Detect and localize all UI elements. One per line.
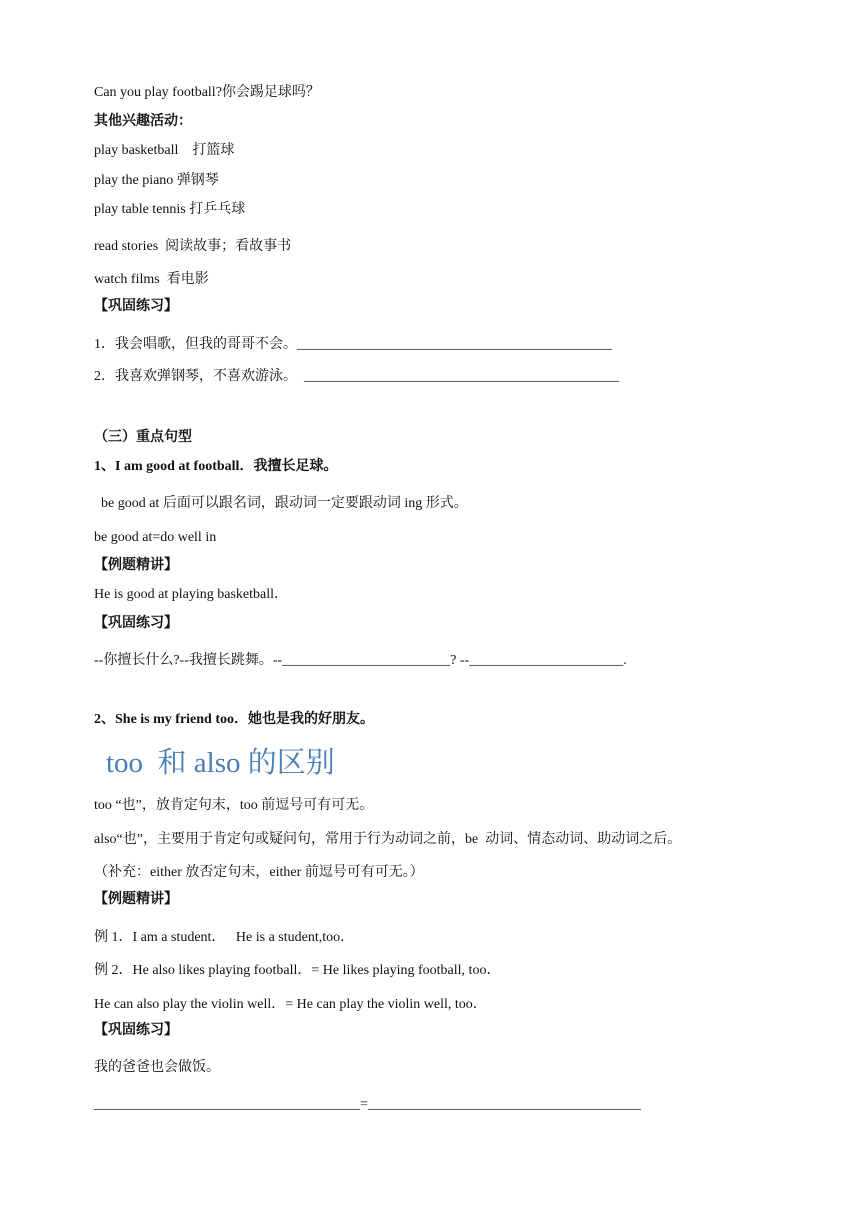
- section-label-practice: 【巩固练习】: [94, 1023, 178, 1038]
- note-either: （补充：either 放否定句末，either 前逗号可有可无。）: [94, 865, 424, 880]
- key-sentence-1: 1、I am good at football．我擅长足球。: [94, 459, 338, 474]
- section-label-examples: 【例题精讲】: [94, 892, 178, 907]
- section-label-practice: 【巩固练习】: [94, 616, 178, 631]
- vocab-watch-films: watch films 看电影: [94, 272, 209, 287]
- note-also: also“也”，主要用于肯定句或疑问句，常用于行为动词之前，be 动词、情态动词、助动词之后。: [94, 832, 682, 847]
- exercise-2: 2．我喜欢弹钢琴，不喜欢游泳。 _____________________________________________: [94, 369, 619, 384]
- answer-blank-line: ______________________________________=_______________________________________: [94, 1097, 641, 1112]
- vocab-play-basketball: play basketball 打篮球: [94, 143, 235, 158]
- note-equivalent: be good at=do well in: [94, 530, 217, 545]
- vocab-play-table-tennis: play table tennis 打乒乓球: [94, 202, 246, 217]
- example-basketball: He is good at playing basketball．: [94, 587, 289, 602]
- heading-too-vs-also: too 和 also 的区别: [106, 747, 335, 779]
- section-heading-key-sentences: （三）重点句型: [94, 430, 192, 445]
- sentence-can-you-play-football: Can you play football?你会踢足球吗？: [94, 85, 320, 100]
- example-2: 例 2．He also likes playing football．= He likes playing football, too．: [94, 963, 501, 978]
- section-label-practice: 【巩固练习】: [94, 299, 178, 314]
- exercise-cook: 我的爸爸也会做饭。: [94, 1060, 220, 1075]
- exercise-dialogue: --你擅长什么?--我擅长跳舞。--________________________? --______________________.: [94, 653, 627, 668]
- example-3: He can also play the violin well．= He can play the violin well, too．: [94, 997, 487, 1012]
- heading-other-hobbies: 其他兴趣活动：: [94, 114, 192, 129]
- note-too: too “也”，放肯定句末，too 前逗号可有可无。: [94, 798, 374, 813]
- vocab-read-stories: read stories 阅读故事；看故事书: [94, 239, 292, 254]
- example-1: 例 1．I am a student． He is a student,too．: [94, 930, 355, 945]
- vocab-play-piano: play the piano 弹钢琴: [94, 173, 219, 188]
- exercise-1: 1．我会唱歌，但我的哥哥不会。_____________________________________________: [94, 337, 612, 352]
- note-be-good-at: be good at 后面可以跟名词，跟动词一定要跟动词 ing 形式。: [94, 496, 468, 511]
- section-label-examples: 【例题精讲】: [94, 558, 178, 573]
- key-sentence-2: 2、She is my friend too．她也是我的好朋友。: [94, 712, 374, 727]
